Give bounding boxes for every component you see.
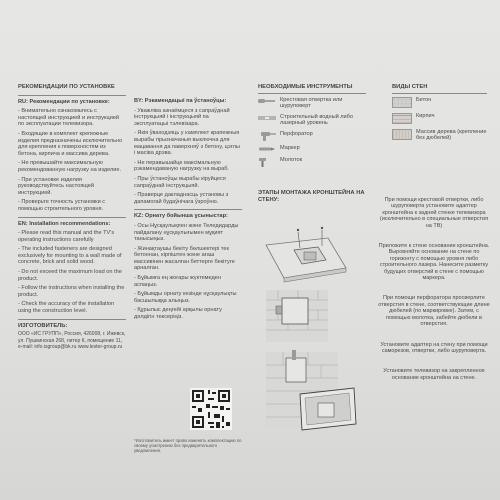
en-item: - Please read this manual and the TV's operating instructions carefully [18, 230, 115, 243]
by-subheader: BY: Рэкамендацыі па ўстаноўцы: [134, 98, 227, 104]
kz-item: - Бұйымды орнату кезінде нұсқаулықты басшылыққа алыңыз. [134, 291, 237, 304]
ru-item: - Внимательно ознакомьтесь с настоящей инструкцией и инструкцией по эксплуатации телевизора. [18, 108, 120, 128]
step-2: Приложите к стене основание кронштейна. Выровняйте основание на стене по горизонту с помощью уровня либо строительного лазера. Нанесите разметку будущих отверстий в стене с помощью маркера. [378, 243, 490, 282]
maker-line: ул. Пушкинская 268, литер К, помещение 11, [18, 337, 123, 344]
wall-tv-illustration [266, 350, 356, 430]
divider [18, 95, 126, 96]
column-ru-en [18, 84, 126, 351]
level-icon [258, 114, 276, 122]
tool-label: Перфоратор [280, 130, 313, 137]
ru-subheader: RU: Рекомендации по установке: [18, 98, 110, 105]
divider [18, 217, 126, 218]
drill-icon [258, 131, 276, 141]
ru-item: - Проверьте точность установки с помощью строительного уровня. [18, 199, 106, 212]
kz-item: - Құрылыс деңгейі арқылы орнату дәлдігін тексеріңіз. [134, 307, 222, 321]
brick-swatch-icon [392, 113, 412, 124]
concrete-swatch-icon [392, 97, 412, 108]
step-3: При помощи перфоратора просверлите отверстия в стене, соответствующие длине дюбелей (по маркировке). Затем, с помощью молотка, забейте дюбели в отверстия. [378, 295, 490, 328]
by-item: - Праверце дакладнасць установы з дапамогай будаўнічага ўзроўню. [134, 192, 229, 205]
kz-item: - Жинақтаушы бекіту бөлшектері тек бетоннан, кірпіштен және ағаш массивінен жасалған беттерге бекітуге арналған. [134, 245, 235, 272]
en-item: - Follow the instructions when installing the product. [18, 285, 125, 298]
by-item: - Пры ўстаноўцы вырабы кіруйцеся сапраўднай інструкцыяй. [134, 175, 226, 189]
wall-item [392, 113, 487, 124]
walls-header: ВИДЫ СТЕН [392, 84, 428, 90]
ru-item: - При установке изделия руководствуйтесь настоящей инструкцией. [18, 176, 95, 196]
step-4: Установите адаптер на стену при помощи саморезов, отвертки, либо шуруповерта. [380, 341, 488, 354]
tool-item [258, 131, 366, 141]
kz-item: - Бұйымға ең жоғары жүктемеден аспаңыз. [134, 275, 221, 288]
step-1: При помощи крестовой отвертки, либо шуруповерта установите адаптер кронштейна к задней стенке телевизора (исключительно в специальные отверстия на ТВ) [379, 197, 489, 229]
divider [392, 93, 487, 94]
tool-item [258, 157, 366, 167]
en-subheader: EN: Installation recommendations: [18, 220, 111, 227]
tool-item [258, 114, 366, 127]
wall-plate-illustration [266, 290, 328, 342]
by-item: - Уважліва азнаёмцеся з сапраўднай інструкцыяй і інструкцыяй па эксплуатацыі тэлевізара. [134, 107, 230, 127]
divider [18, 319, 126, 320]
wall-label: Бетон [416, 96, 432, 103]
wall-label: Кирпич [416, 112, 435, 119]
kz-subheader: KZ: Орнату бойынша ұсыныстар: [134, 213, 228, 220]
tool-item [258, 145, 366, 153]
tv-back-illustration [266, 227, 346, 282]
divider [258, 93, 366, 94]
ru-item: - Не превышайте максимальную рекомендованную нагрузку на изделие. [18, 160, 122, 173]
qr-code-icon [190, 388, 232, 430]
hammer-icon [258, 157, 276, 167]
by-item: - Якія ўваходзяць у камплект крапежныя вырабы прызначаныя выключна для мацавання да паверхняў з бетону, цэглы і масіва дрэва. [134, 130, 240, 157]
ru-header: РЕКОМЕНДАЦИИ ПО УСТАНОВКЕ [18, 84, 115, 90]
tool-item [258, 97, 366, 110]
wall-label: Массив дерева (крепление без дюбелей) [416, 128, 487, 142]
stages-section [258, 190, 368, 203]
stages-header: ЭТАПЫ МОНТАЖА КРОНШТЕЙНА НА СТЕНУ: [258, 190, 365, 203]
wall-item [392, 129, 487, 142]
tool-label: Крестовая отвертка или шуруповерт [280, 96, 343, 110]
screwdriver-icon [258, 97, 276, 105]
wall-item [392, 97, 487, 108]
tools-header: НЕОБХОДИМЫЕ ИНСТРУМЕНТЫ [258, 84, 353, 90]
tools-section [258, 84, 366, 171]
tool-label: Маркер [280, 144, 300, 151]
divider [134, 209, 242, 210]
en-item: - The included fasteners are designed exclusively for mounting to a wall made of concrete, brick and solid wood. [18, 246, 122, 266]
maker-line: ООО «ИС ГРУПП», Россия, 426008, г. Ижевск, [18, 331, 126, 338]
column-by-kz [134, 98, 242, 324]
maker-line: e-mail: info.isgroup@bk.ru www.lester-group.ru [18, 344, 123, 351]
wood-swatch-icon [392, 129, 412, 140]
maker-header: ИЗГОТОВИТЕЛЬ: [18, 322, 68, 329]
step-5: Установите телевизор на закрепленное основание кронштейна на стене. [383, 368, 485, 381]
kz-item: - Осы Нұсқаулықпен және Теледидарды пайдалану нұсқаулығымен мұқият танысыңыз. [134, 222, 239, 243]
tool-label: Строительный водный либо лазерный уровень [280, 113, 353, 127]
steps-list [378, 197, 490, 395]
ru-item: - Входящие в комплект крепежные изделия предназначены исключительно для крепления к поверхностям из бетона, кирпича и массива дерева. [18, 130, 123, 157]
en-item: - Do not exceed the maximum load on the product. [18, 269, 122, 282]
tool-label: Молоток [280, 156, 303, 163]
footnote: *Изготовитель имеет право изменять комплектацию по своему усмотрению без предварительного уведомления. [134, 438, 242, 453]
mounting-illustration [258, 210, 370, 435]
marker-icon [258, 145, 276, 153]
by-item: - Не перавышайце максімальную рэкамендаваную нагрузку на выраб. [134, 159, 229, 173]
en-item: - Check the accuracy of the installation using the construction level. [18, 301, 115, 315]
walls-section [392, 84, 487, 147]
